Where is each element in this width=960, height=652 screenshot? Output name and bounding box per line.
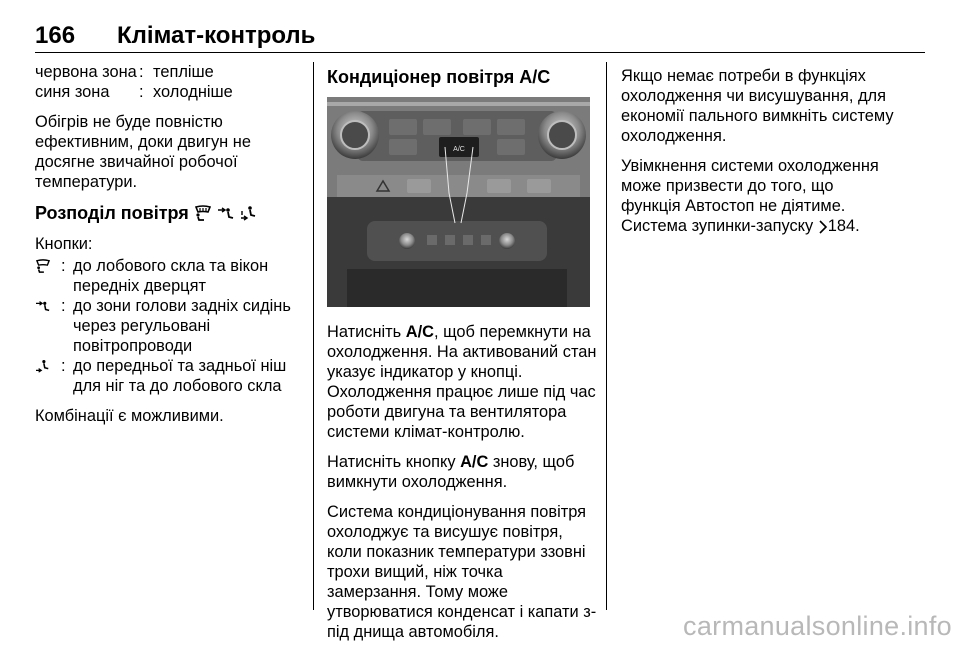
chapter-title: Клімат-контроль (117, 22, 316, 49)
right-paragraph-1: Якщо немає потреби в функціях охолодження чи висушування, для економії пального вимкніть систему охолодження. (621, 67, 894, 145)
windscreen-airflow-icon (194, 205, 212, 221)
zone-blue: синя зона : холодніше (35, 83, 233, 101)
page-reference-link[interactable]: 184. (827, 217, 860, 235)
header-rule (35, 52, 925, 53)
page-number: 166 (35, 22, 76, 49)
page-header (35, 22, 925, 52)
zone-red: червона зона : тепліше (35, 63, 214, 81)
zone-legend (35, 62, 305, 102)
right-column (621, 66, 921, 246)
heating-note: Обігрів не буде повністю ефективним, доки двигун не досягне звичайної робочої температури. (35, 113, 251, 191)
watermark: carmanualsonline.info (683, 611, 952, 641)
distribution-heading: Розподіл повітря (35, 202, 305, 224)
climate-panel-photo (327, 97, 590, 307)
button-row-footwell: : до передньої та задньої ніш для ніг та до лобового скла (35, 356, 305, 396)
button-row-windscreen: : до лобового скла та вікон передніх дверцят (35, 256, 305, 296)
ac-paragraph-4: Система кондиціонування повітря охолоджує та висушує повітря, коли показник температури ззовні трохи вищий, ніж точка замерзання. Тому може утворюватися конденсат і капати з- під днища автомобіля. (327, 503, 597, 641)
head-airflow-icon (217, 205, 235, 221)
column-divider-1 (313, 62, 314, 610)
button-row-head: : до зони голови задніх сидінь через регульовані повітропроводи (35, 296, 305, 356)
ac-paragraph-3: Натисніть кнопку A/C знову, щоб вимкнути охолодження. (327, 453, 575, 491)
climate-panel-illustration (327, 97, 590, 307)
buttons-list (35, 256, 305, 396)
windscreen-airflow-icon (35, 259, 51, 273)
middle-column-text (327, 322, 602, 652)
head-airflow-icon (35, 299, 51, 313)
ac-button-label: A/C (453, 146, 465, 153)
right-paragraph-2: Увімкнення системи охолодження може призвести до того, що функція Автостоп не діятиме. Система зупинки-запуску 184. (621, 157, 879, 235)
column-divider-2 (606, 62, 607, 610)
ac-paragraph-1: Натисніть A/C, щоб перемкнути на охолодження. На активований стан указує індикатор у кнопці. Охолодження працює лише під час роботи двигуна та вентилятора системи клімат-контролю. (327, 323, 597, 441)
combinations-note: Комбінації є можливими. (35, 407, 224, 425)
page-reference-arrow-icon (818, 220, 828, 234)
buttons-label: Кнопки: (35, 235, 93, 253)
middle-column (327, 66, 597, 98)
left-column (35, 62, 305, 436)
ac-heading: Кондиціонер повітря A/C (327, 67, 551, 87)
footwell-airflow-icon (35, 359, 51, 373)
footwell-airflow-icon (240, 205, 258, 221)
